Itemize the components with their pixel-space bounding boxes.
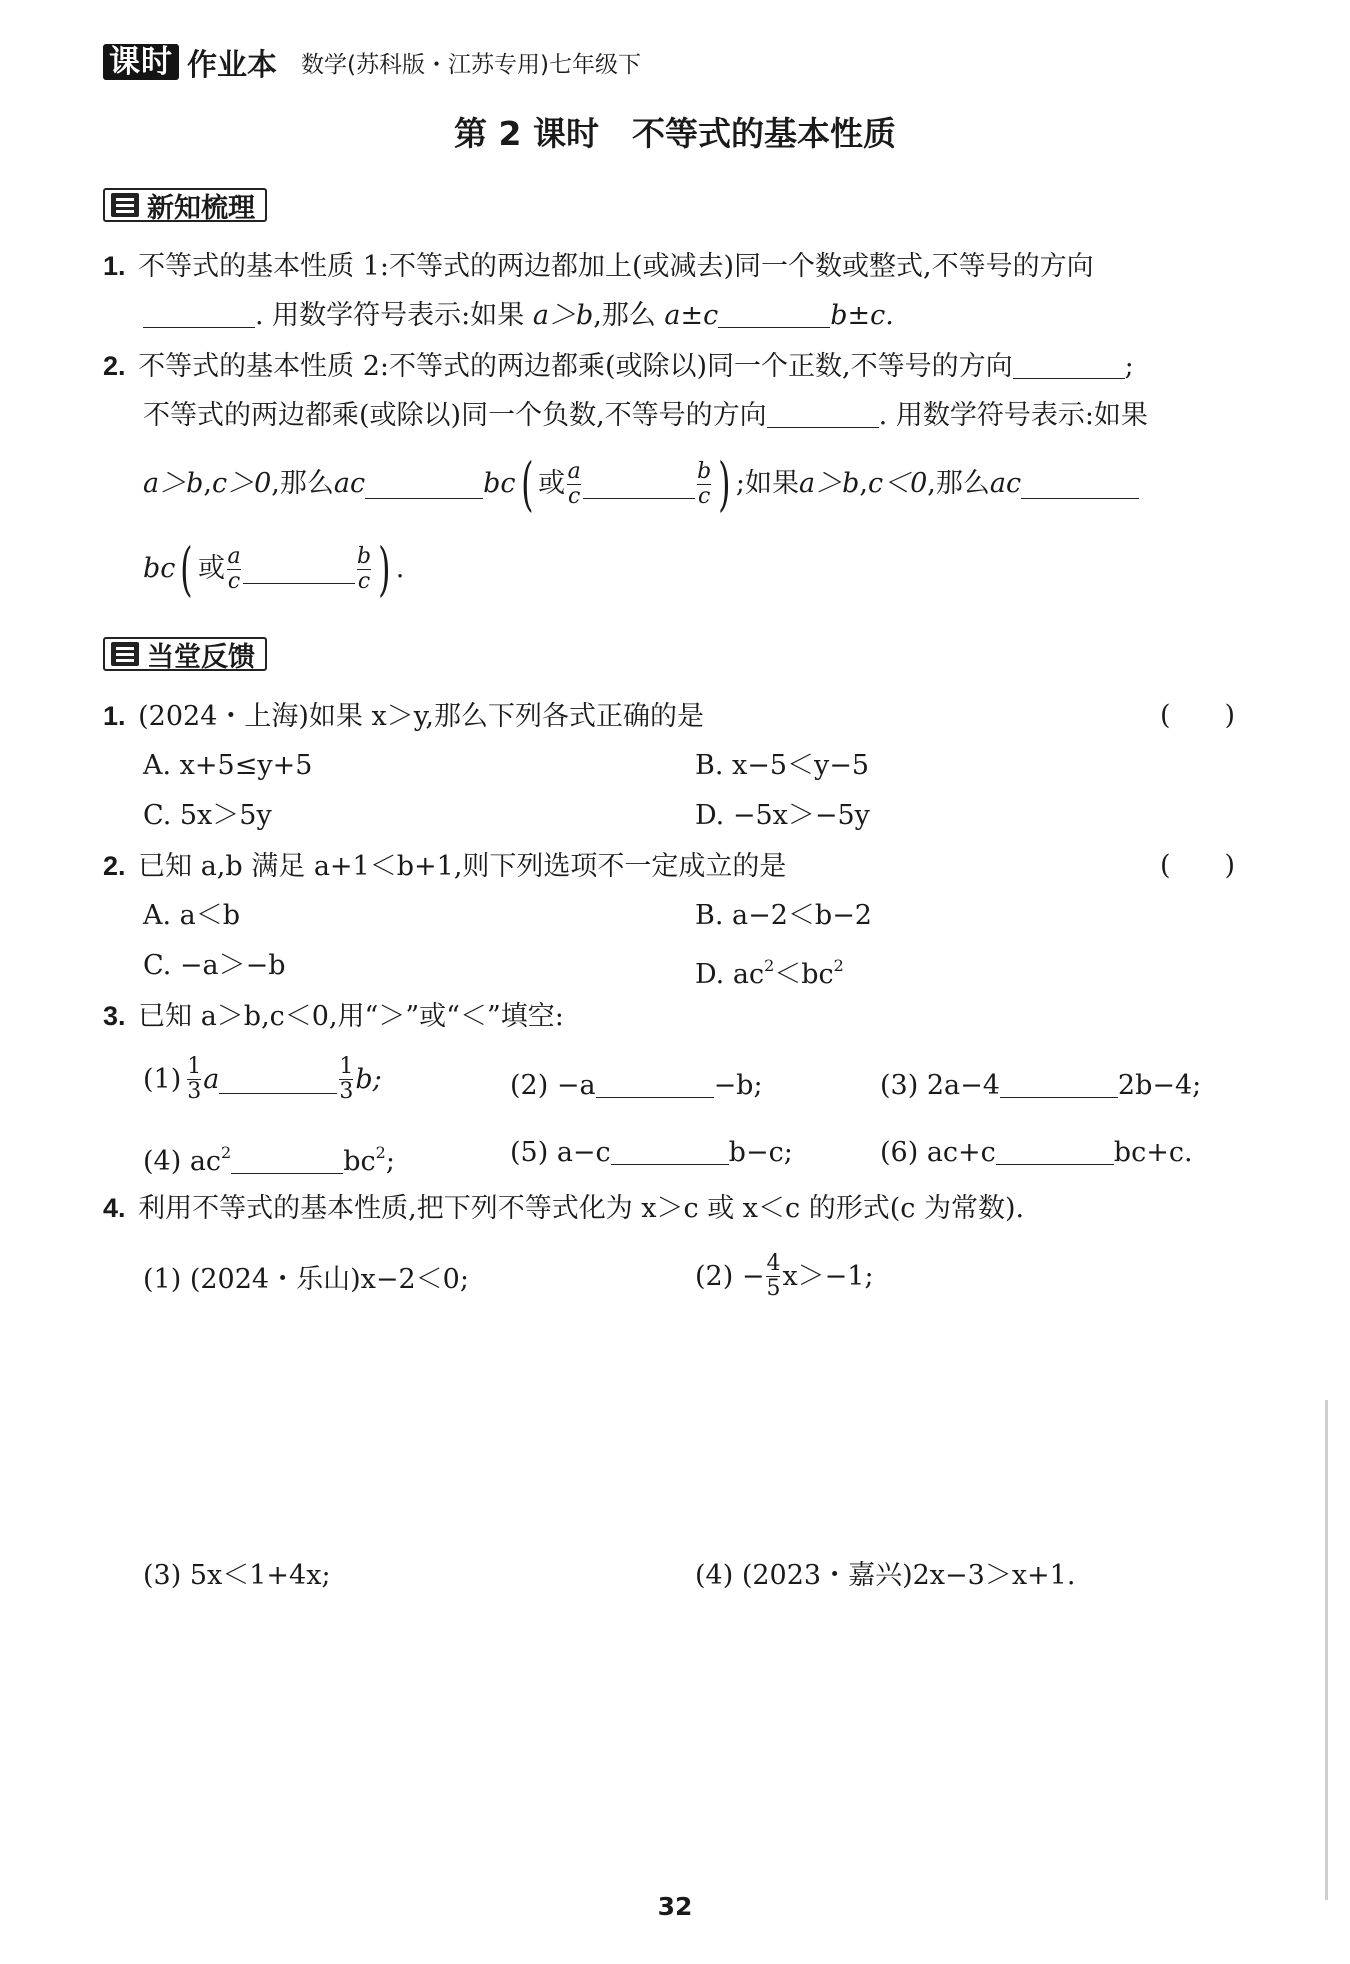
math-expr: c＞0 xyxy=(211,468,272,499)
fill-blank[interactable] xyxy=(243,555,355,584)
q3-part-3: (3) 2a−4 2b−4; xyxy=(880,1070,1202,1101)
question-text: 利用不等式的基本性质,把下列不等式化为 x＞c 或 x＜c 的形式(c 为常数). xyxy=(138,1193,1025,1224)
fill-blank[interactable] xyxy=(143,299,255,328)
math-expr: ac xyxy=(333,468,366,499)
work-area-1[interactable] xyxy=(143,1310,663,1540)
item-text: ,那么 xyxy=(593,300,665,331)
fill-blank[interactable] xyxy=(767,399,879,428)
item-text: ,那么 xyxy=(271,468,334,499)
question-1-stem xyxy=(103,698,704,735)
fill-blank[interactable] xyxy=(219,1065,337,1094)
lesson-title: 第 2 课时 不等式的基本性质 xyxy=(454,114,896,153)
item-text: , xyxy=(859,468,868,499)
fill-blank[interactable] xyxy=(365,470,483,499)
question-text: (2024・上海)如果 x＞y,那么下列各式正确的是 xyxy=(138,701,704,732)
item-number: 2. xyxy=(103,351,126,381)
fill-blank[interactable] xyxy=(611,1136,729,1165)
knowledge-item-1 xyxy=(103,248,1094,285)
fraction-a-over-c: $\frac{a}{c}$ xyxy=(227,543,241,594)
math-expr: a＞b xyxy=(532,300,594,331)
math-expr: ac xyxy=(989,468,1022,499)
knowledge-item-2-line3 xyxy=(143,450,1139,518)
question-3-stem xyxy=(103,998,564,1035)
item-text: 不等式的基本性质 2:不等式的两边都乘(或除以)同一个正数,不等号的方向 xyxy=(138,351,1013,382)
question-text: 已知 a＞b,c＜0,用“＞”或“＜”填空: xyxy=(138,1001,564,1032)
knowledge-item-1-line2 xyxy=(143,298,894,334)
work-area-3[interactable] xyxy=(143,1605,663,1865)
option-d[interactable]: D. −5x＞−5y xyxy=(695,800,870,831)
q3-part-6: (6) ac+c bc+c. xyxy=(880,1137,1193,1168)
q4-part-2: (2) − $\frac{4}{5}$ x＞−1; xyxy=(695,1251,874,1301)
q3-part-2: (2) −a −b; xyxy=(510,1070,763,1101)
option-d[interactable]: D. $ac^2<bc^2$ xyxy=(695,956,844,990)
section-header-new-knowledge xyxy=(103,188,267,222)
right-paren: ) xyxy=(718,450,731,518)
math-expr: c＜0 xyxy=(867,468,928,499)
question-number: 4. xyxy=(103,1193,126,1223)
fraction-b-over-c: $\frac{b}{c}$ xyxy=(357,543,372,594)
item-text: ;如果 xyxy=(735,468,799,499)
fill-blank[interactable] xyxy=(1021,470,1139,499)
answer-paren[interactable]: ( ) xyxy=(1160,850,1236,881)
q3-part-4: (4) $ac^2$ $bc^2$; xyxy=(143,1143,395,1177)
page-number: 32 xyxy=(657,1892,693,1921)
item-number: 1. xyxy=(103,251,126,281)
knowledge-item-2-line2 xyxy=(143,398,1148,434)
item-text: . 用数学符号表示:如果 xyxy=(255,300,533,331)
item-text: 不等式的两边都乘(或除以)同一个负数,不等号的方向 xyxy=(143,400,767,431)
math-expr: bc xyxy=(483,468,516,499)
q3-part-1: (1) $\frac{1}{3}$ a $\frac{1}{3}$ b; xyxy=(143,1054,382,1104)
item-text: 不等式的基本性质 1:不等式的两边都加上(或减去)同一个数或整式,不等号的方向 xyxy=(138,251,1094,282)
brand-name: 作业本 xyxy=(187,48,277,83)
header xyxy=(103,40,641,84)
section-label: 新知梳理 xyxy=(147,192,255,224)
fill-blank[interactable] xyxy=(1013,350,1125,379)
option-b[interactable]: B. x−5＜y−5 xyxy=(695,750,870,781)
question-number: 3. xyxy=(103,1001,126,1031)
left-paren: ( xyxy=(520,450,534,518)
fill-blank[interactable] xyxy=(996,1136,1114,1165)
knowledge-item-2-line4 xyxy=(143,535,405,603)
option-c[interactable]: C. −a＞−b xyxy=(143,950,286,981)
fill-blank[interactable] xyxy=(718,299,830,328)
q4-part-4: (4) (2023・嘉兴)2x−3＞x+1. xyxy=(695,1560,1076,1591)
option-b[interactable]: B. a−2＜b−2 xyxy=(695,900,872,931)
option-a[interactable]: A. a＜b xyxy=(143,900,241,931)
pencil-icon xyxy=(111,642,139,666)
work-area-2[interactable] xyxy=(695,1310,1215,1540)
book-subject: 数学(苏科版・江苏专用)七年级下 xyxy=(301,51,641,78)
question-number: 2. xyxy=(103,851,126,881)
page-edge-shadow xyxy=(1325,1400,1328,1900)
q3-part-5: (5) a−c b−c; xyxy=(510,1137,793,1168)
left-paren: ( xyxy=(180,535,193,603)
work-area-4[interactable] xyxy=(695,1605,1215,1865)
math-expr: a＞b xyxy=(799,468,860,499)
math-expr: a＞b xyxy=(143,468,204,499)
fill-blank[interactable] xyxy=(596,1069,714,1098)
math-expr: b±c. xyxy=(830,300,894,331)
fraction-b-over-c: $\frac{b}{c}$ xyxy=(697,458,712,509)
item-text: ,那么 xyxy=(927,468,990,499)
item-text: 或 xyxy=(538,468,566,499)
notebook-icon xyxy=(111,193,139,217)
question-number: 1. xyxy=(103,701,126,731)
q4-part-1: (1) (2024・乐山)x−2＜0; xyxy=(143,1264,469,1295)
item-text: . 用数学符号表示:如果 xyxy=(878,400,1148,431)
q4-part-3: (3) 5x＜1+4x; xyxy=(143,1560,331,1591)
option-a[interactable]: A. x+5≤y+5 xyxy=(143,750,313,781)
question-text: 已知 a,b 满足 a+1＜b+1,则下列选项不一定成立的是 xyxy=(138,851,787,882)
fraction-one-third: $\frac{1}{3}$ xyxy=(339,1054,354,1104)
fill-blank[interactable] xyxy=(583,470,695,499)
fraction-a-over-c: $\frac{a}{c}$ xyxy=(567,458,581,509)
math-expr: a±c xyxy=(664,300,719,331)
right-paren: ) xyxy=(378,535,391,603)
item-text: , xyxy=(203,468,212,499)
question-4-stem xyxy=(103,1190,1024,1227)
fill-blank[interactable] xyxy=(1000,1069,1118,1098)
section-header-feedback xyxy=(103,637,267,671)
fraction-four-fifths: $\frac{4}{5}$ xyxy=(766,1251,781,1301)
option-c[interactable]: C. 5x＞5y xyxy=(143,800,272,831)
item-text: . xyxy=(395,553,405,584)
brand-logo: 课时 xyxy=(103,44,179,80)
item-text: ; xyxy=(1124,351,1134,382)
knowledge-item-2 xyxy=(103,348,1134,385)
fill-blank[interactable] xyxy=(231,1145,343,1174)
section-label: 当堂反馈 xyxy=(147,641,255,673)
answer-paren[interactable]: ( ) xyxy=(1160,700,1236,731)
question-2-stem xyxy=(103,848,786,885)
math-expr: bc xyxy=(143,553,176,584)
fraction-one-third: $\frac{1}{3}$ xyxy=(187,1054,202,1104)
item-text: 或 xyxy=(198,553,226,584)
